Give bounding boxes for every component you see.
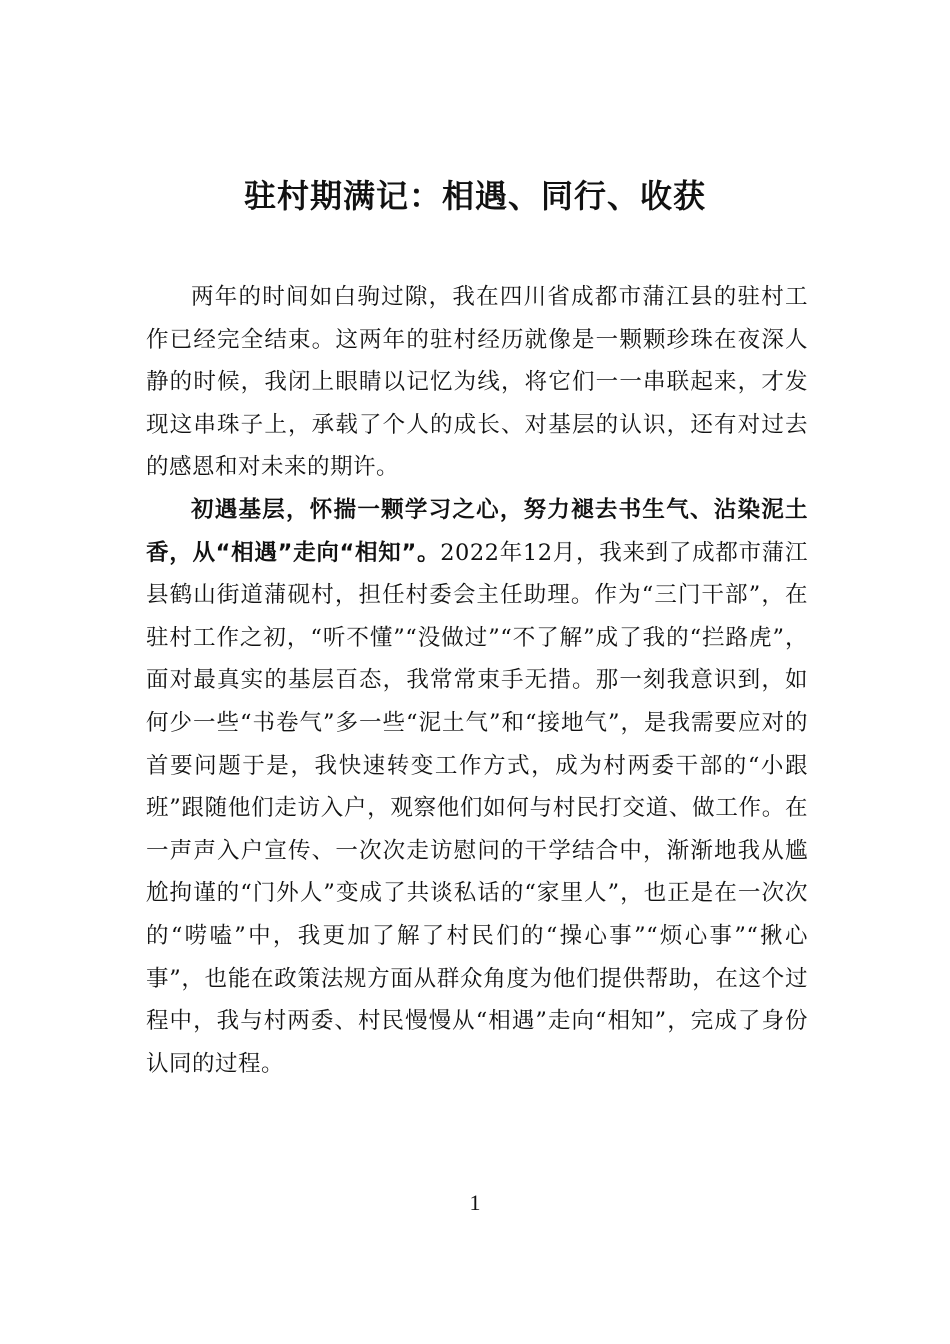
paragraph-first-encounter-text: 2022年12月，我来到了成都市蒲江县鹤山街道蒲砚村，担任村委会主任助理。作为“三门干部”，在驻村工作之初，“听不懂”“没做过”“不了解”成了我的“拦路虎”，面对最真实的基层百态，我常常束手无措。那一刻我意识到，如何少一些“书卷气”多一些“泥土气”和“接地气”，是我需要应对的首要问题于是，我快速转变工作方式，成为村两委干部的“小跟班”跟随他们走访入户，观察他们如何与村民打交道、做工作。在一声声入户宣传、一次次走访慰问的干学结合中，渐渐地我从尴尬拘谨的“门外人”变成了共谈私话的“家里人”，也正是在一次次的“唠嗑”中，我更加了解了村民们的“操心事”“烦心事”“揪心事”，也能在政策法规方面从群众角度为他们提供帮助，在这个过程中，我与村两委、村民慢慢从“相遇”走向“相知”，完成了身份认同的过程。 — [146, 539, 808, 1077]
document-title: 驻村期满记：相遇、同行、收获 — [243, 177, 706, 215]
paragraph-lead-heading: 初遇基层，怀揣一颗学习之心，努力褪去书生气、沾染泥土香，从“相遇”走向“相知”。 — [146, 496, 808, 566]
page-number: 1 — [469, 1190, 481, 1215]
paragraph-intro — [146, 276, 808, 489]
paragraph-intro-text: 两年的时间如白驹过隙，我在四川省成都市蒲江县的驻村工作已经完全结束。这两年的驻村经历就像是一颗颗珍珠在夜深人静的时候，我闭上眼睛以记忆为线，将它们一一串联起来，才发现这串珠子上，承载了个人的成长、对基层的认识，还有对过去的感恩和对未来的期许。 — [146, 284, 808, 481]
paragraph-first-encounter — [146, 489, 808, 1085]
document-body — [146, 276, 808, 1085]
